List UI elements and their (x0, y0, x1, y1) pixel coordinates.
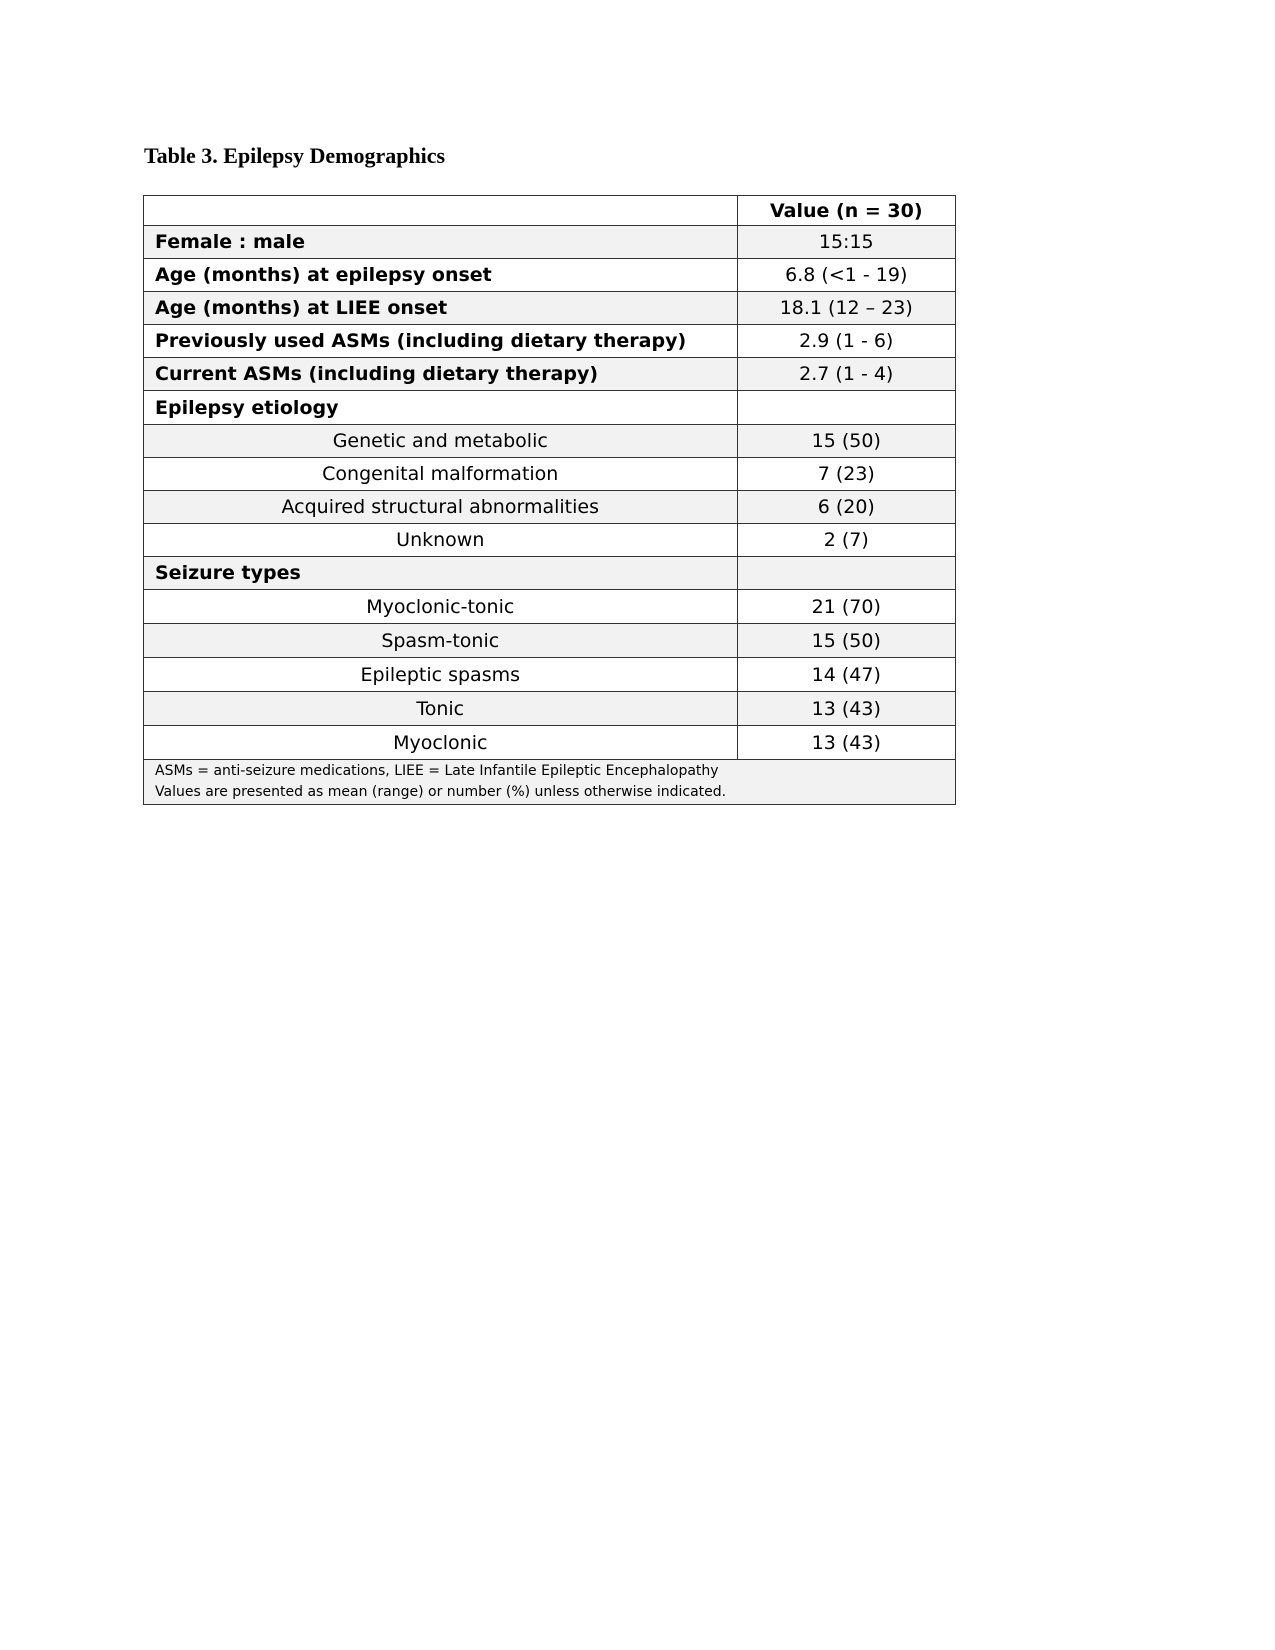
row-value: 14 (47) (737, 658, 955, 692)
row-label: Myoclonic (144, 726, 738, 760)
table-row (144, 524, 956, 557)
table-header-row (144, 196, 956, 226)
table-row (144, 325, 956, 358)
row-label: Tonic (144, 692, 738, 726)
section-row-etiology (144, 391, 956, 425)
row-value: 15:15 (737, 226, 955, 259)
row-value: 21 (70) (737, 590, 955, 624)
section-label: Seizure types (144, 557, 738, 590)
row-label: Acquired structural abnormalities (144, 491, 738, 524)
demographics-table (143, 195, 956, 805)
row-value: 2 (7) (737, 524, 955, 557)
row-value: 6.8 (<1 - 19) (737, 259, 955, 292)
row-label: Spasm-tonic (144, 624, 738, 658)
row-value: 15 (50) (737, 425, 955, 458)
row-value: 6 (20) (737, 491, 955, 524)
row-label: Genetic and metabolic (144, 425, 738, 458)
row-label: Congenital malformation (144, 458, 738, 491)
row-label: Previously used ASMs (including dietary therapy) (144, 325, 738, 358)
table-row (144, 658, 956, 692)
row-value: 18.1 (12 – 23) (737, 292, 955, 325)
row-value: 15 (50) (737, 624, 955, 658)
row-label: Age (months) at epilepsy onset (144, 259, 738, 292)
row-label: Current ASMs (including dietary therapy) (144, 358, 738, 391)
section-value-empty (737, 391, 955, 425)
row-value: 2.9 (1 - 6) (737, 325, 955, 358)
header-label-cell (144, 196, 738, 226)
table-row (144, 259, 956, 292)
row-value: 7 (23) (737, 458, 955, 491)
row-label: Myoclonic-tonic (144, 590, 738, 624)
header-value-cell: Value (n = 30) (737, 196, 955, 226)
table-row (144, 624, 956, 658)
section-row-seizure-types (144, 557, 956, 590)
table-footnote-row (144, 760, 956, 805)
row-label: Epileptic spasms (144, 658, 738, 692)
row-value: 13 (43) (737, 726, 955, 760)
section-label: Epilepsy etiology (144, 391, 738, 425)
footnote-abbreviations: ASMs = anti-seizure medications, LIEE = Late Infantile Epileptic Encephalopathy (155, 763, 719, 779)
row-label: Age (months) at LIEE onset (144, 292, 738, 325)
row-value: 13 (43) (737, 692, 955, 726)
row-label: Unknown (144, 524, 738, 557)
table-footnote (144, 760, 956, 805)
row-value: 2.7 (1 - 4) (737, 358, 955, 391)
section-value-empty (737, 557, 955, 590)
table-title: Table 3. Epilepsy Demographics (144, 143, 446, 168)
table-row (144, 726, 956, 760)
table-row (144, 590, 956, 624)
table-row (144, 458, 956, 491)
row-label: Female : male (144, 226, 738, 259)
table-row (144, 491, 956, 524)
table-row (144, 358, 956, 391)
footnote-values: Values are presented as mean (range) or number (%) unless otherwise indicated. (155, 784, 727, 800)
table-row (144, 692, 956, 726)
table-row (144, 425, 956, 458)
table-row (144, 292, 956, 325)
table-row (144, 226, 956, 259)
